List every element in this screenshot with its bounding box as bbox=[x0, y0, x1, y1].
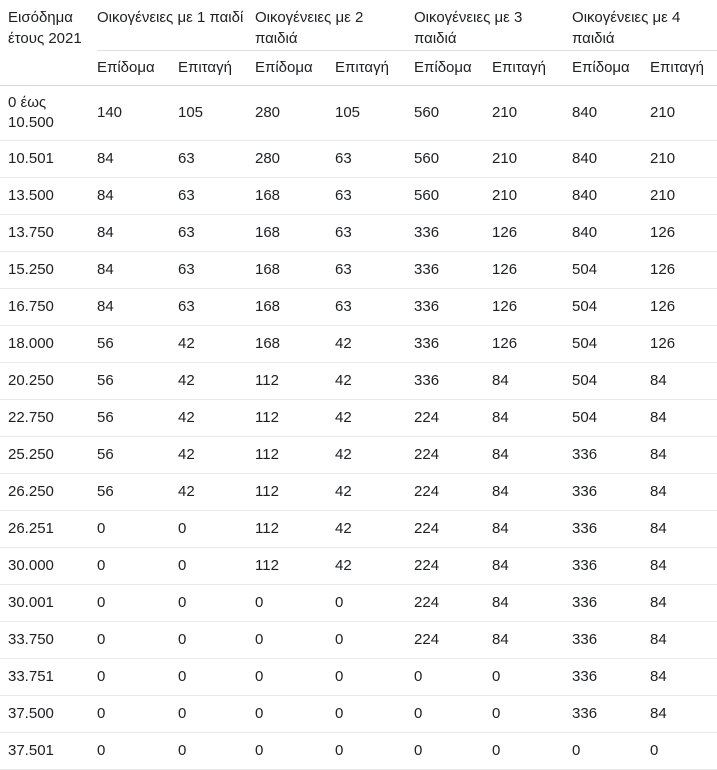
income-cell: 13.500 bbox=[0, 177, 97, 214]
income-cell: 20.250 bbox=[0, 362, 97, 399]
table-row bbox=[0, 399, 717, 436]
subheader-benefit: Επίδομα bbox=[572, 50, 650, 85]
value-cell: 63 bbox=[335, 177, 414, 214]
table-row bbox=[0, 140, 717, 177]
value-cell: 84 bbox=[97, 251, 178, 288]
value-cell: 168 bbox=[255, 288, 335, 325]
value-cell: 126 bbox=[650, 325, 717, 362]
value-cell: 56 bbox=[97, 473, 178, 510]
value-cell: 280 bbox=[255, 85, 335, 140]
value-cell: 0 bbox=[255, 695, 335, 732]
value-cell: 336 bbox=[572, 547, 650, 584]
value-cell: 84 bbox=[650, 510, 717, 547]
income-cell: 16.750 bbox=[0, 288, 97, 325]
value-cell: 210 bbox=[650, 177, 717, 214]
value-cell: 84 bbox=[650, 473, 717, 510]
value-cell: 63 bbox=[178, 140, 255, 177]
value-cell: 0 bbox=[97, 732, 178, 769]
value-cell: 0 bbox=[97, 510, 178, 547]
table-row bbox=[0, 177, 717, 214]
value-cell: 84 bbox=[650, 362, 717, 399]
value-cell: 210 bbox=[492, 177, 572, 214]
value-cell: 84 bbox=[97, 288, 178, 325]
value-cell: 560 bbox=[414, 85, 492, 140]
value-cell: 210 bbox=[650, 140, 717, 177]
value-cell: 336 bbox=[414, 251, 492, 288]
value-cell: 63 bbox=[335, 288, 414, 325]
value-cell: 224 bbox=[414, 584, 492, 621]
value-cell: 0 bbox=[492, 658, 572, 695]
value-cell: 0 bbox=[178, 547, 255, 584]
value-cell: 84 bbox=[492, 436, 572, 473]
value-cell: 84 bbox=[492, 547, 572, 584]
table-row bbox=[0, 621, 717, 658]
value-cell: 224 bbox=[414, 436, 492, 473]
value-cell: 560 bbox=[414, 177, 492, 214]
value-cell: 224 bbox=[414, 399, 492, 436]
value-cell: 0 bbox=[178, 658, 255, 695]
income-cell: 0 έως 10.500 bbox=[0, 85, 97, 140]
value-cell: 84 bbox=[650, 399, 717, 436]
value-cell: 42 bbox=[178, 436, 255, 473]
value-cell: 84 bbox=[492, 399, 572, 436]
value-cell: 0 bbox=[414, 695, 492, 732]
income-cell: 33.750 bbox=[0, 621, 97, 658]
value-cell: 504 bbox=[572, 399, 650, 436]
income-cell: 10.501 bbox=[0, 140, 97, 177]
value-cell: 210 bbox=[492, 85, 572, 140]
value-cell: 0 bbox=[335, 584, 414, 621]
income-cell: 30.000 bbox=[0, 547, 97, 584]
value-cell: 84 bbox=[492, 362, 572, 399]
value-cell: 224 bbox=[414, 473, 492, 510]
value-cell: 0 bbox=[178, 621, 255, 658]
value-cell: 126 bbox=[650, 251, 717, 288]
value-cell: 42 bbox=[335, 547, 414, 584]
table-row bbox=[0, 695, 717, 732]
group-header-2-children: Οικογένειες με 2 παιδιά bbox=[255, 0, 414, 50]
value-cell: 84 bbox=[650, 658, 717, 695]
income-cell: 25.250 bbox=[0, 436, 97, 473]
value-cell: 0 bbox=[492, 732, 572, 769]
value-cell: 504 bbox=[572, 251, 650, 288]
value-cell: 336 bbox=[572, 436, 650, 473]
value-cell: 0 bbox=[97, 621, 178, 658]
value-cell: 84 bbox=[97, 214, 178, 251]
value-cell: 112 bbox=[255, 473, 335, 510]
value-cell: 42 bbox=[335, 399, 414, 436]
group-header-row bbox=[0, 0, 717, 50]
value-cell: 42 bbox=[335, 436, 414, 473]
value-cell: 336 bbox=[572, 510, 650, 547]
value-cell: 210 bbox=[492, 140, 572, 177]
income-cell: 15.250 bbox=[0, 251, 97, 288]
table-row bbox=[0, 436, 717, 473]
value-cell: 0 bbox=[572, 732, 650, 769]
group-header-4-children: Οικογένειες με 4 παιδιά bbox=[572, 0, 717, 50]
value-cell: 42 bbox=[178, 362, 255, 399]
value-cell: 0 bbox=[255, 584, 335, 621]
value-cell: 105 bbox=[178, 85, 255, 140]
value-cell: 336 bbox=[572, 584, 650, 621]
value-cell: 126 bbox=[492, 325, 572, 362]
value-cell: 504 bbox=[572, 362, 650, 399]
value-cell: 84 bbox=[492, 621, 572, 658]
value-cell: 840 bbox=[572, 140, 650, 177]
table-row bbox=[0, 732, 717, 769]
table-row bbox=[0, 658, 717, 695]
value-cell: 63 bbox=[178, 177, 255, 214]
value-cell: 0 bbox=[414, 658, 492, 695]
value-cell: 0 bbox=[650, 732, 717, 769]
income-cell: 22.750 bbox=[0, 399, 97, 436]
value-cell: 0 bbox=[255, 658, 335, 695]
value-cell: 63 bbox=[178, 288, 255, 325]
table-row bbox=[0, 584, 717, 621]
table-row bbox=[0, 85, 717, 140]
value-cell: 63 bbox=[178, 251, 255, 288]
table-row bbox=[0, 251, 717, 288]
value-cell: 126 bbox=[650, 288, 717, 325]
subheader-benefit: Επίδομα bbox=[97, 50, 178, 85]
value-cell: 84 bbox=[650, 547, 717, 584]
group-header-1-child: Οικογένειες με 1 παιδί bbox=[97, 0, 255, 50]
value-cell: 84 bbox=[650, 621, 717, 658]
value-cell: 0 bbox=[255, 732, 335, 769]
income-cell: 37.500 bbox=[0, 695, 97, 732]
value-cell: 56 bbox=[97, 399, 178, 436]
table-row bbox=[0, 214, 717, 251]
value-cell: 0 bbox=[178, 510, 255, 547]
value-cell: 0 bbox=[255, 621, 335, 658]
income-column-header: Εισόδημα έτους 2021 bbox=[0, 0, 97, 85]
value-cell: 224 bbox=[414, 510, 492, 547]
value-cell: 0 bbox=[97, 547, 178, 584]
value-cell: 140 bbox=[97, 85, 178, 140]
table-row bbox=[0, 547, 717, 584]
value-cell: 168 bbox=[255, 177, 335, 214]
value-cell: 168 bbox=[255, 251, 335, 288]
value-cell: 210 bbox=[650, 85, 717, 140]
value-cell: 0 bbox=[414, 732, 492, 769]
value-cell: 112 bbox=[255, 510, 335, 547]
table-row bbox=[0, 473, 717, 510]
value-cell: 0 bbox=[178, 732, 255, 769]
value-cell: 0 bbox=[97, 695, 178, 732]
income-cell: 30.001 bbox=[0, 584, 97, 621]
value-cell: 56 bbox=[97, 362, 178, 399]
value-cell: 84 bbox=[650, 695, 717, 732]
value-cell: 560 bbox=[414, 140, 492, 177]
value-cell: 336 bbox=[572, 473, 650, 510]
income-cell: 37.501 bbox=[0, 732, 97, 769]
table-row bbox=[0, 510, 717, 547]
value-cell: 336 bbox=[572, 621, 650, 658]
table-body bbox=[0, 85, 717, 769]
subheader-voucher: Επιταγή bbox=[650, 50, 717, 85]
subheader-voucher: Επιταγή bbox=[492, 50, 572, 85]
income-cell: 26.251 bbox=[0, 510, 97, 547]
value-cell: 504 bbox=[572, 325, 650, 362]
value-cell: 168 bbox=[255, 325, 335, 362]
table-row bbox=[0, 325, 717, 362]
value-cell: 56 bbox=[97, 325, 178, 362]
value-cell: 84 bbox=[492, 584, 572, 621]
income-cell: 33.751 bbox=[0, 658, 97, 695]
value-cell: 0 bbox=[492, 695, 572, 732]
value-cell: 840 bbox=[572, 85, 650, 140]
value-cell: 0 bbox=[335, 695, 414, 732]
value-cell: 84 bbox=[650, 436, 717, 473]
value-cell: 126 bbox=[492, 214, 572, 251]
value-cell: 0 bbox=[335, 658, 414, 695]
income-cell: 26.250 bbox=[0, 473, 97, 510]
table-header bbox=[0, 0, 717, 85]
sub-header-row bbox=[0, 50, 717, 85]
value-cell: 63 bbox=[178, 214, 255, 251]
value-cell: 42 bbox=[178, 473, 255, 510]
value-cell: 336 bbox=[414, 288, 492, 325]
value-cell: 42 bbox=[335, 473, 414, 510]
value-cell: 56 bbox=[97, 436, 178, 473]
value-cell: 42 bbox=[178, 325, 255, 362]
value-cell: 63 bbox=[335, 251, 414, 288]
value-cell: 0 bbox=[97, 584, 178, 621]
value-cell: 0 bbox=[178, 695, 255, 732]
value-cell: 112 bbox=[255, 547, 335, 584]
value-cell: 63 bbox=[335, 140, 414, 177]
value-cell: 336 bbox=[414, 214, 492, 251]
value-cell: 84 bbox=[492, 473, 572, 510]
table-row bbox=[0, 288, 717, 325]
value-cell: 126 bbox=[492, 288, 572, 325]
value-cell: 42 bbox=[335, 362, 414, 399]
value-cell: 336 bbox=[414, 362, 492, 399]
value-cell: 840 bbox=[572, 214, 650, 251]
value-cell: 84 bbox=[650, 584, 717, 621]
value-cell: 504 bbox=[572, 288, 650, 325]
value-cell: 105 bbox=[335, 85, 414, 140]
value-cell: 84 bbox=[97, 140, 178, 177]
value-cell: 336 bbox=[572, 695, 650, 732]
income-cell: 18.000 bbox=[0, 325, 97, 362]
value-cell: 168 bbox=[255, 214, 335, 251]
value-cell: 336 bbox=[414, 325, 492, 362]
subheader-voucher: Επιταγή bbox=[335, 50, 414, 85]
value-cell: 84 bbox=[492, 510, 572, 547]
value-cell: 224 bbox=[414, 547, 492, 584]
subheader-benefit: Επίδομα bbox=[255, 50, 335, 85]
value-cell: 112 bbox=[255, 399, 335, 436]
value-cell: 0 bbox=[97, 658, 178, 695]
value-cell: 112 bbox=[255, 362, 335, 399]
value-cell: 63 bbox=[335, 214, 414, 251]
value-cell: 0 bbox=[335, 621, 414, 658]
value-cell: 0 bbox=[335, 732, 414, 769]
income-cell: 13.750 bbox=[0, 214, 97, 251]
value-cell: 126 bbox=[650, 214, 717, 251]
value-cell: 840 bbox=[572, 177, 650, 214]
table-row bbox=[0, 362, 717, 399]
value-cell: 0 bbox=[178, 584, 255, 621]
value-cell: 224 bbox=[414, 621, 492, 658]
value-cell: 336 bbox=[572, 658, 650, 695]
value-cell: 126 bbox=[492, 251, 572, 288]
subheader-voucher: Επιταγή bbox=[178, 50, 255, 85]
value-cell: 42 bbox=[335, 325, 414, 362]
value-cell: 280 bbox=[255, 140, 335, 177]
value-cell: 42 bbox=[178, 399, 255, 436]
value-cell: 84 bbox=[97, 177, 178, 214]
value-cell: 112 bbox=[255, 436, 335, 473]
group-header-3-children: Οικογένειες με 3 παιδιά bbox=[414, 0, 572, 50]
subheader-benefit: Επίδομα bbox=[414, 50, 492, 85]
value-cell: 42 bbox=[335, 510, 414, 547]
